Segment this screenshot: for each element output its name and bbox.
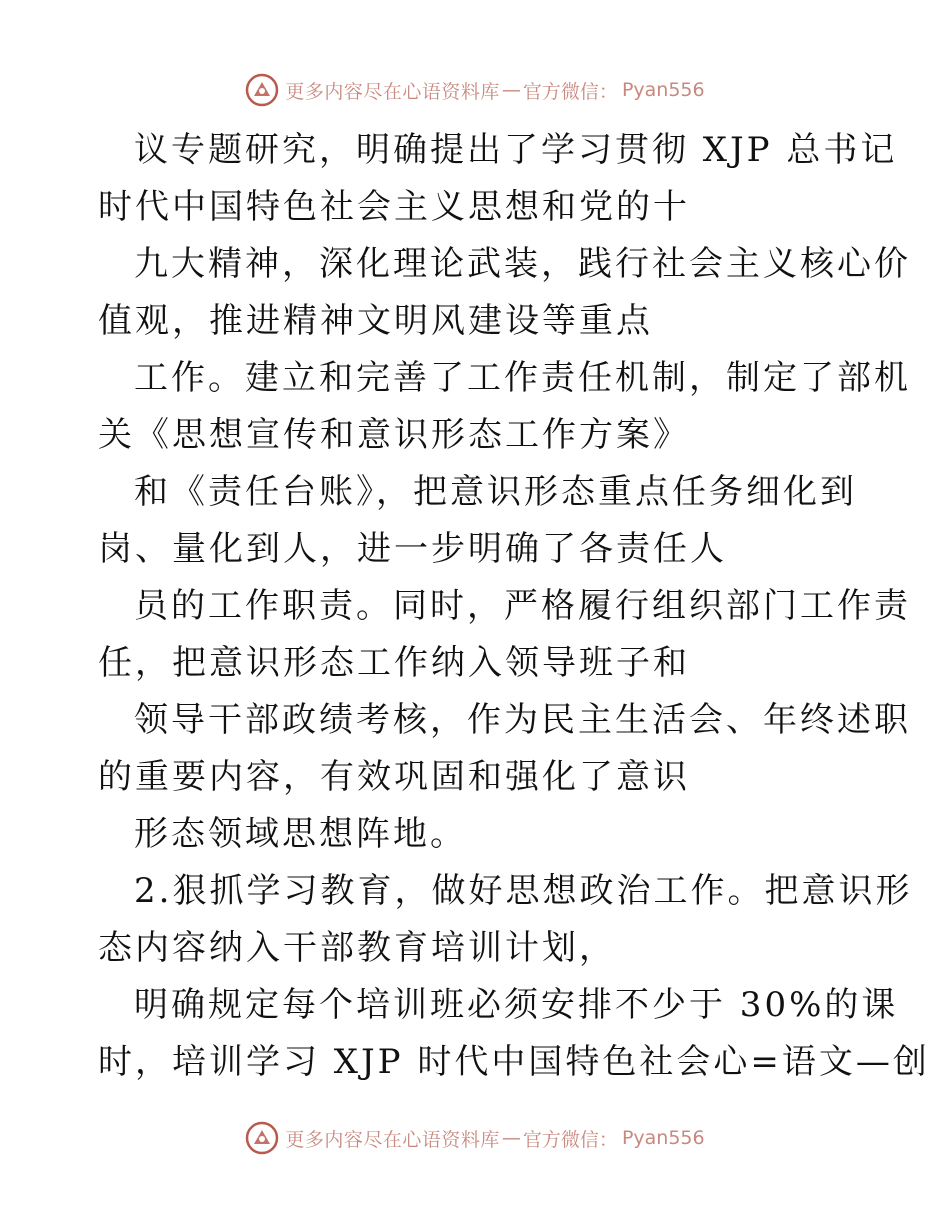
wechat-id: Pyan556 bbox=[621, 79, 705, 101]
site-name-text: 更多内容尽在心语资料库 bbox=[285, 1128, 500, 1151]
site-name-text: 更多内容尽在心语资料库 bbox=[285, 80, 500, 103]
body-text-line: 九大精神，深化理论武装，践行社会主义核心价 bbox=[134, 244, 911, 284]
body-text-line: 明确规定每个培训班必须安排不少于 30%的课 bbox=[134, 985, 899, 1025]
body-text-line: 关《思想宣传和意识形态工作方案》 bbox=[98, 415, 690, 455]
wechat-label: 官方微信： bbox=[522, 80, 618, 103]
body-text-line: 2.狠抓学习教育，做好思想政治工作。把意识形 bbox=[134, 871, 913, 911]
document-body bbox=[98, 122, 930, 1091]
body-text-line: 议专题研究，明确提出了学习贯彻 XJP 总书记 bbox=[134, 130, 898, 170]
body-text-line: 形态领域思想阵地。 bbox=[134, 814, 467, 854]
body-text-line: 值观，推进精神文明风建设等重点 bbox=[98, 301, 653, 341]
body-text-line: 工作。建立和完善了工作责任机制，制定了部机 bbox=[134, 358, 911, 398]
brand-logo-icon bbox=[245, 73, 279, 107]
body-text-line: 和《责任台账》，把意识形态重点任务细化到 bbox=[134, 472, 857, 512]
body-text-line: 时代中国特色社会主义思想和党的十 bbox=[98, 187, 690, 227]
page-footer-banner bbox=[0, 1116, 950, 1160]
page-header-banner bbox=[0, 68, 950, 112]
body-text-line: 领导干部政绩考核，作为民主生活会、年终述职 bbox=[134, 700, 911, 740]
body-text-line: 任，把意识形态工作纳入领导班子和 bbox=[98, 643, 690, 683]
wechat-id: Pyan556 bbox=[621, 1127, 705, 1149]
banner-separator: — bbox=[501, 79, 521, 101]
body-text-line: 的重要内容，有效巩固和强化了意识 bbox=[98, 757, 690, 797]
wechat-label: 官方微信： bbox=[522, 1128, 618, 1151]
body-text-line: 时，培训学习 XJP 时代中国特色社会心=语文—创 bbox=[98, 1042, 930, 1082]
body-text-line: 员的工作职责。同时，严格履行组织部门工作责 bbox=[134, 586, 911, 626]
banner-separator: — bbox=[501, 1127, 521, 1149]
brand-logo-icon bbox=[245, 1121, 279, 1155]
body-text-line: 态内容纳入干部教育培训计划， bbox=[98, 928, 616, 968]
body-text-line: 岗、量化到人，进一步明确了各责任人 bbox=[98, 529, 727, 569]
